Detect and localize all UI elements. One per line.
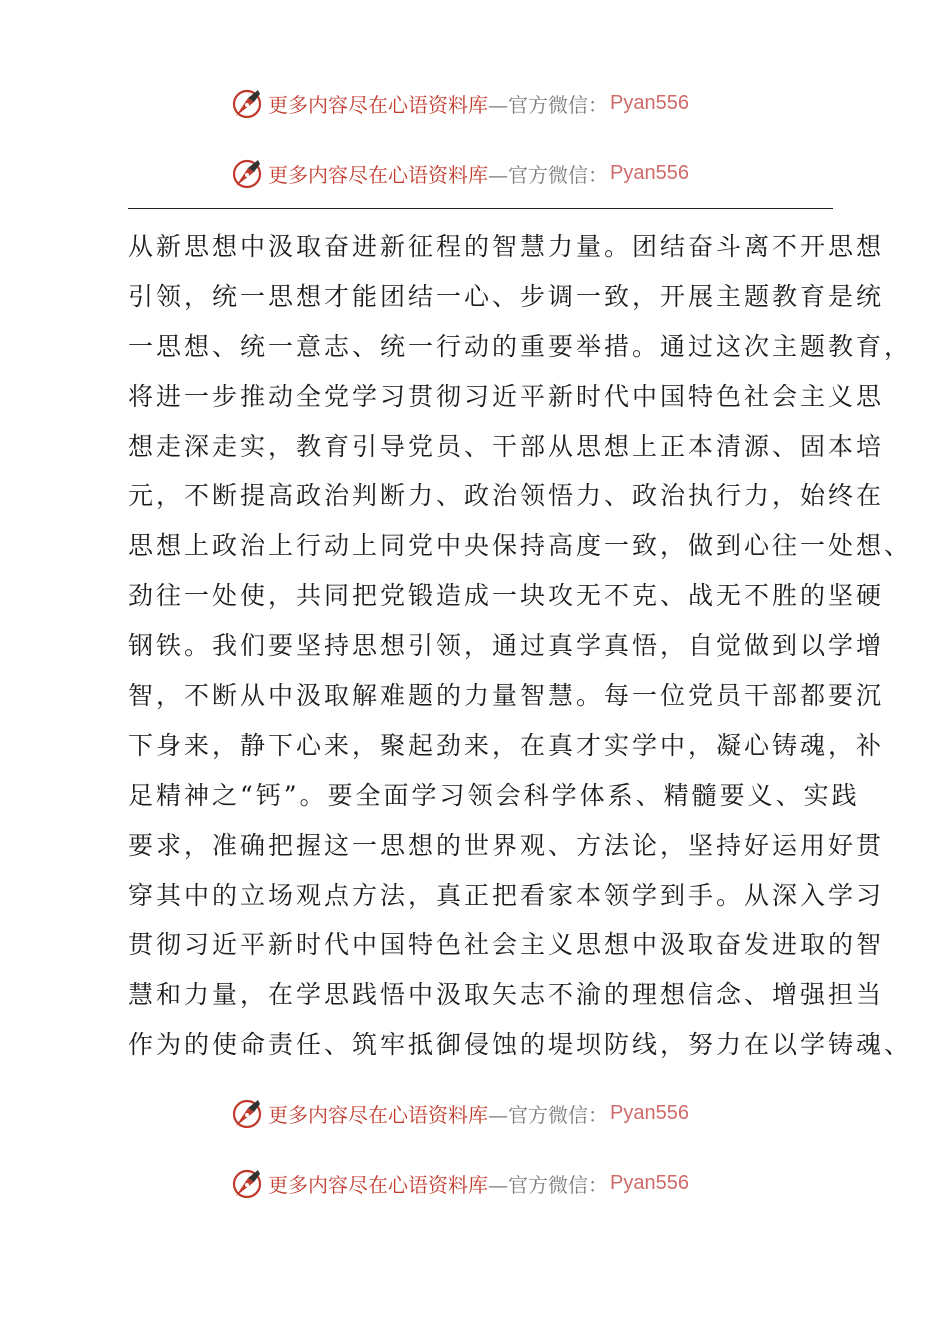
body-line: 将进一步推动全党学习贯彻习近平新时代中国特色社会主义思 [128, 381, 885, 411]
banner-wechat-id: Pyan556 [610, 91, 689, 114]
body-line: 下身来，静下心来，聚起劲来，在真才实学中，凝心铸魂，补 [128, 730, 885, 760]
body-line: 一思想、统一意志、统一行动的重要举措。通过这次主题教育， [128, 331, 913, 361]
body-line: 劲往一处使，共同把党锻造成一块攻无不克、战无不胜的坚硬 [128, 581, 885, 611]
banner-gray-text: —官方微信： [488, 162, 608, 187]
banner-red-text: 更多内容尽在心语资料库 [268, 162, 488, 187]
document-body [128, 222, 913, 1070]
body-line: 引领，统一思想才能团结一心、步调一致，开展主题教育是统 [128, 281, 885, 311]
body-line: 穿其中的立场观点方法，真正把看家本领学到手。从深入学习 [128, 880, 885, 910]
pen-nib-logo-icon [230, 86, 264, 120]
body-line: 作为的使命责任、筑牢抵御侵蚀的堤坝防线，努力在以学铸魂、 [128, 1030, 913, 1060]
body-line: 钢铁。我们要坚持思想引领，通过真学真悟，自觉做到以学增 [128, 631, 885, 661]
body-line: 从新思想中汲取奋进新征程的智慧力量。团结奋斗离不开思想 [128, 232, 885, 261]
watermark-banner-top-2 [230, 153, 689, 193]
pen-nib-logo-icon [230, 1096, 264, 1130]
body-line: 想走深走实，教育引导党员、干部从思想上正本清源、固本培 [128, 431, 885, 461]
watermark-banner-bottom-2 [230, 1163, 689, 1203]
body-line: 智，不断从中汲取解难题的力量智慧。每一位党员干部都要沉 [128, 681, 885, 711]
header-divider [128, 208, 833, 209]
body-line: 思想上政治上行动上同党中央保持高度一致，做到心往一处想、 [128, 531, 913, 561]
body-line: 慧和力量，在学思践悟中汲取矢志不渝的理想信念、增强担当 [128, 980, 885, 1010]
pen-nib-logo-icon [230, 1166, 264, 1200]
banner-gray-text: —官方微信： [488, 1102, 608, 1127]
banner-red-text: 更多内容尽在心语资料库 [268, 92, 488, 117]
banner-gray-text: —官方微信： [488, 92, 608, 117]
banner-gray-text: —官方微信： [488, 1172, 608, 1197]
watermark-banner-bottom-1 [230, 1093, 689, 1133]
banner-red-text: 更多内容尽在心语资料库 [268, 1172, 488, 1197]
body-line: 贯彻习近平新时代中国特色社会主义思想中汲取奋发进取的智 [128, 930, 885, 960]
banner-wechat-id: Pyan556 [610, 161, 689, 184]
pen-nib-logo-icon [230, 156, 264, 190]
body-line: 元，不断提高政治判断力、政治领悟力、政治执行力，始终在 [128, 481, 885, 511]
body-line: 要求，准确把握这一思想的世界观、方法论，坚持好运用好贯 [128, 830, 885, 860]
banner-wechat-id: Pyan556 [610, 1101, 689, 1124]
banner-wechat-id: Pyan556 [610, 1171, 689, 1194]
body-line: 足精神之“钙”。要全面学习领会科学体系、精髓要义、实践 [128, 780, 860, 810]
watermark-banner-top-1 [230, 83, 689, 123]
banner-red-text: 更多内容尽在心语资料库 [268, 1102, 488, 1127]
